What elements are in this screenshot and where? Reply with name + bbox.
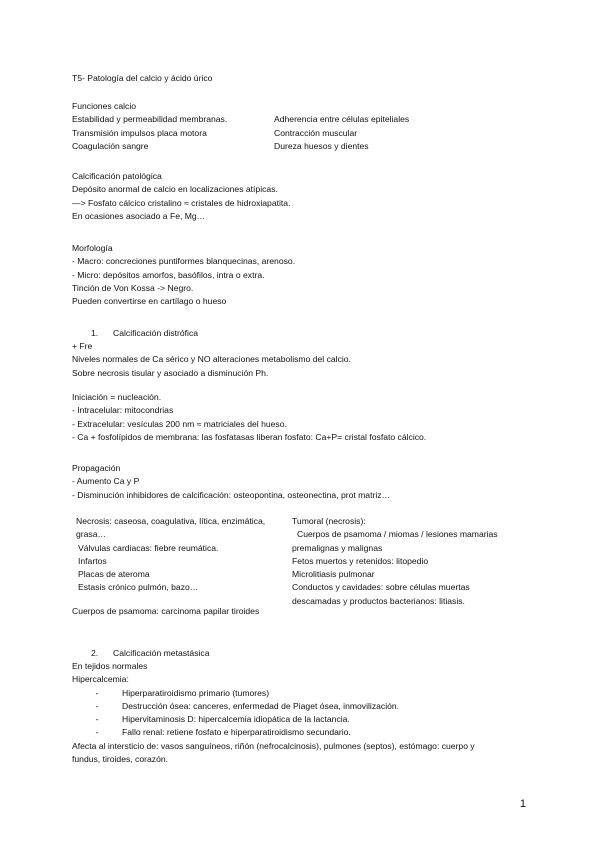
morfologia-heading: Morfología — [72, 243, 113, 253]
tabla-left-2: grasa… — [76, 529, 107, 540]
iniciacion-heading: Iniciación = nucleación. — [72, 392, 162, 402]
tabla-left-3: Válvulas cardiacas: fiebre reumática. — [78, 542, 219, 553]
list-item — [72, 687, 399, 700]
list-item — [72, 713, 399, 726]
tabla-left-5: Placas de ateroma — [78, 569, 150, 580]
metastasica-heading-row — [91, 647, 209, 660]
funciones-right-column — [274, 113, 409, 153]
psamoma-note: Cuerpos de psamoma: carcinoma papilar tiroides — [72, 606, 260, 616]
propagacion-heading: Propagación — [72, 463, 121, 473]
funcion-left-2: Transmisión impulsos placa motora — [72, 127, 207, 138]
metastasica-afecta — [72, 740, 475, 767]
funciones-section — [72, 100, 227, 153]
distrofica-section — [72, 340, 351, 380]
tabla-left-4: Infartos — [78, 555, 107, 566]
funcion-right-3: Dureza huesos y dientes — [274, 140, 369, 151]
propagacion-line-1: - Aumento Ca y P — [72, 476, 140, 487]
distrofica-line-3: Sobre necrosis tisular y asociado a disminución Ph. — [72, 367, 269, 378]
bullet-dash: - — [95, 687, 99, 698]
calcificacion-line-1: Depósito anormal de calcio en localizaciones atípicas. — [72, 184, 278, 195]
iniciacion-section — [72, 391, 426, 444]
metastasica-heading: Calcificación metastásica — [113, 648, 210, 658]
morfologia-line-3: Tinción de Von Kossa -> Negro. — [72, 282, 194, 293]
funcion-left-1: Estabilidad y permeabilidad membranas. — [72, 114, 228, 125]
distrofica-heading-row — [91, 327, 198, 340]
metastasica-number: 2. — [91, 648, 99, 658]
bullet-dash: - — [95, 714, 99, 725]
tabla-right-6: Conductos y cavidades: sobre células muertas — [292, 582, 470, 593]
calcificacion-section — [72, 170, 290, 223]
distrofica-line-1: + Fre — [72, 341, 93, 351]
tabla-left-column — [76, 515, 265, 595]
metastasica-hipercalcemia: Hipercalcemia: — [72, 674, 129, 685]
bullet-dash: - — [95, 727, 99, 738]
tabla-right-7: descamadas y productos bacterianos: litiasis. — [292, 595, 465, 606]
tabla-right-4: Fetos muertos y retenidos: litopedio — [292, 555, 429, 566]
funcion-left-3: Coagulación sangre — [72, 140, 149, 151]
iniciacion-line-2: - Extracelular: vesículas 200 nm ≈ matriciales del hueso. — [72, 418, 287, 429]
tabla-right-2: Cuerpos de psamoma / miomas / lesiones mamarias — [297, 529, 498, 540]
distrofica-number: 1. — [91, 328, 99, 338]
tabla-right-column — [292, 515, 498, 608]
afecta-line-1: Afecta al intersticio de: vasos sanguíneos, riñón (nefrocalcinosis), pulmones (septos), estómago: cuerpo y — [72, 741, 475, 751]
funciones-heading: Funciones calcio — [72, 101, 137, 111]
metastasica-item-1: Hiperparatiroidismo primario (tumores) — [122, 687, 270, 698]
funcion-right-1: Adherencia entre células epiteliales — [274, 114, 410, 125]
propagacion-section — [72, 462, 390, 502]
distrofica-heading: Calcificación distrófica — [113, 328, 199, 338]
metastasica-item-4: Fallo renal: retiene fosfato e hiperparatiroidismo secundario. — [122, 727, 351, 738]
bullet-dash: - — [95, 700, 99, 711]
funcion-right-2: Contracción muscular — [274, 127, 358, 138]
tabla-left-6: Estasis crónico pulmón, bazo… — [78, 582, 199, 593]
metastasica-item-2: Destrucción ósea: canceres, enfermedad de Piaget ósea, inmovilización. — [122, 700, 400, 711]
afecta-line-2: fundus, tiroides, corazón. — [72, 754, 169, 765]
tabla-right-1: Tumoral (necrosis): — [292, 516, 366, 526]
morfologia-line-4: Pueden convertirse en cartílago o hueso — [72, 296, 227, 307]
metastasica-section — [72, 660, 147, 687]
propagacion-line-2: - Disminución inhibidores de calcificación: osteopontina, osteonectina, prot matriz… — [72, 489, 391, 500]
calcificacion-heading: Calcificación patológica — [72, 171, 162, 181]
iniciacion-line-1: - Intracelular: mitocondrias — [72, 405, 174, 416]
page-number: 1 — [519, 798, 526, 810]
morfologia-line-1: - Macro: concreciones puntiformes blanquecinas, arenoso. — [72, 256, 296, 267]
calcificacion-line-3: En ocasiones asociado a Fe, Mg… — [72, 210, 206, 221]
metastasica-sub: En tejidos normales — [72, 661, 148, 671]
tabla-right-3: premalignas y malignas — [292, 542, 383, 553]
tabla-left-1: Necrosis: caseosa, coagulativa, lítica, enzimática, — [76, 516, 266, 526]
morfologia-line-2: - Micro: depósitos amorfos, basófilos, intra o extra. — [72, 269, 265, 280]
iniciacion-line-3: - Ca + fosfolípidos de membrana: las fosfatasas liberan fosfato: Ca+P= cristal fosfato cálcico. — [72, 431, 427, 442]
metastasica-list — [72, 687, 399, 740]
list-item — [72, 700, 399, 713]
morfologia-section — [72, 242, 295, 308]
calcificacion-line-2: —> Fosfato cálcico cristalino ≈ cristales de hidroxiapatita. — [72, 197, 291, 208]
distrofica-line-2: Niveles normales de Ca sérico y NO alteraciones metabolismo del calcio. — [72, 354, 351, 365]
document-title: T5- Patología del calcio y ácido úrico — [72, 73, 213, 83]
metastasica-item-3: Hipervitaminosis D: hipercalcemia idiopática de la lactancia. — [122, 714, 350, 725]
list-item — [72, 726, 399, 739]
tabla-right-5: Microlitiasis pulmonar — [292, 569, 375, 580]
